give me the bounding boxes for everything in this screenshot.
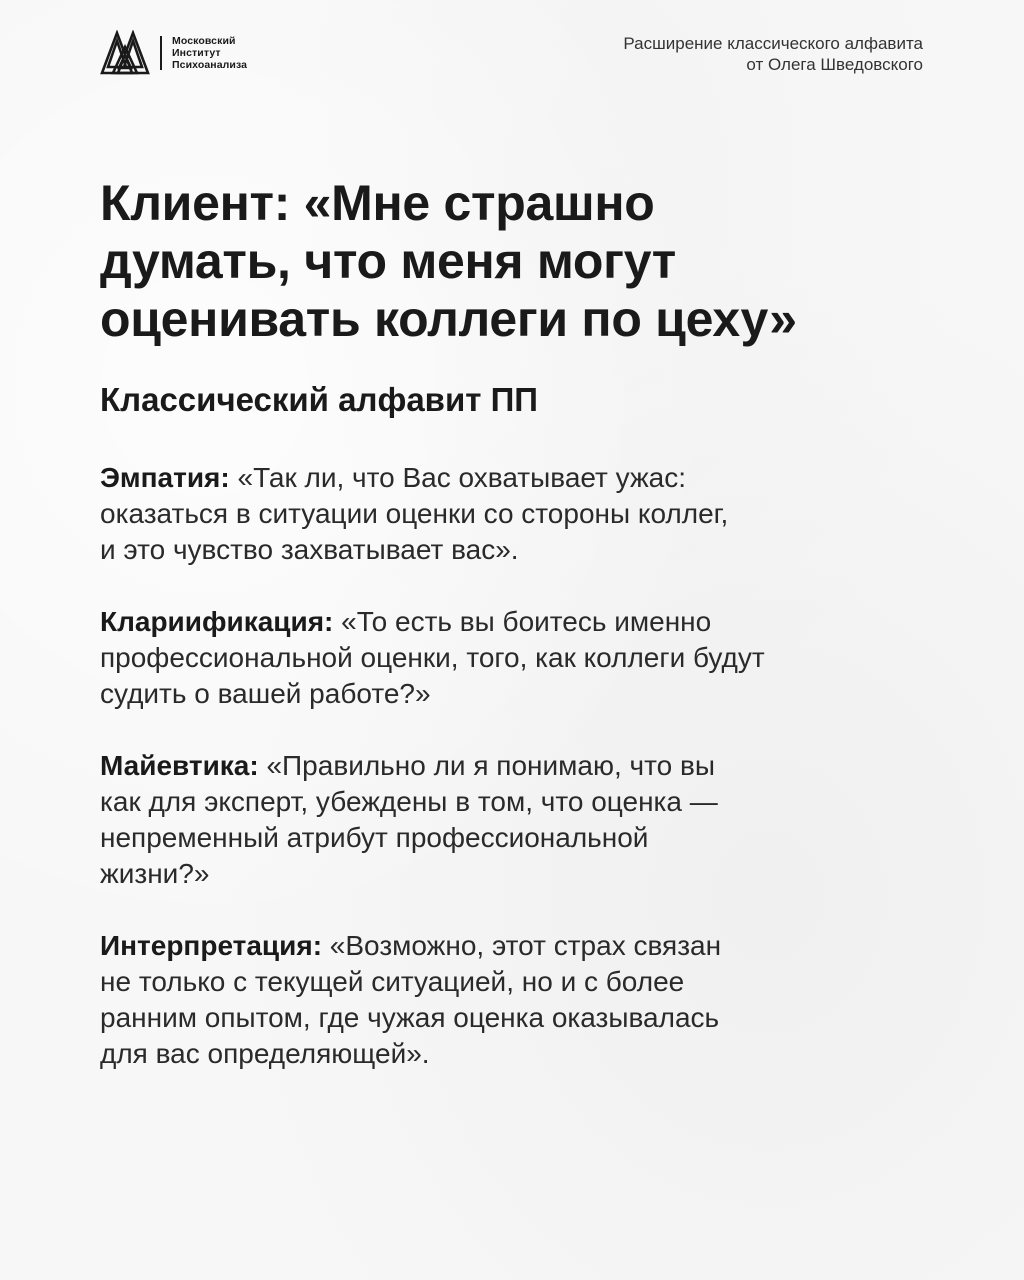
page-title	[100, 174, 940, 348]
entry-label: Интерпретация:	[100, 930, 323, 961]
page-header	[100, 30, 923, 78]
entry-first-line	[100, 748, 940, 784]
entry-text-line: не только с текущей ситуацией, но и с более	[100, 966, 685, 997]
brand-line: Московский	[172, 35, 236, 47]
entry-first-line	[100, 928, 940, 964]
technique-interpretation	[100, 928, 940, 1072]
entry-text-line: и это чувство захватывает вас».	[100, 534, 519, 565]
entry-text: «Так ли, что Вас охватывает ужас:	[229, 462, 687, 493]
entry-text-line: как для эксперт, убеждены в том, что оценка —	[100, 786, 718, 817]
entry-text-line: профессиональной оценки, того, как коллеги будут	[100, 642, 765, 673]
entry-text: «Возможно, этот страх связан	[322, 930, 722, 961]
brand-name	[172, 35, 247, 71]
brand	[100, 30, 247, 76]
entry-label: Эмпатия:	[100, 462, 230, 493]
brand-line: Психоанализа	[172, 59, 248, 71]
entry-text-line: непременный атрибут профессиональной	[100, 822, 649, 853]
subtitle-line: от Олега Шведовского	[746, 55, 923, 74]
technique-maieutics	[100, 748, 940, 892]
entry-text-line: жизни?»	[100, 858, 210, 889]
entry-text-line: судить о вашей работе?»	[100, 678, 431, 709]
interlocking-triangles-logo-icon	[100, 30, 150, 76]
technique-empathy	[100, 460, 940, 568]
entry-label: Клариификация:	[100, 606, 334, 637]
series-subtitle	[623, 33, 923, 75]
brand-divider	[160, 36, 162, 70]
entry-first-line	[100, 604, 940, 640]
entry-text-line: для вас определяющей».	[100, 1038, 430, 1069]
entry-first-line	[100, 460, 940, 496]
brand-line: Институт	[172, 47, 221, 59]
title-line: Клиент: «Мне страшно	[100, 175, 655, 231]
subtitle-line: Расширение классического алфавита	[623, 34, 923, 53]
entry-label: Майевтика:	[100, 750, 259, 781]
technique-clarification	[100, 604, 940, 712]
title-line: оценивать коллеги по цеху»	[100, 291, 797, 347]
technique-list	[100, 460, 940, 1072]
title-line: думать, что меня могут	[100, 233, 676, 289]
entry-text-line: ранним опытом, где чужая оценка оказывалась	[100, 1002, 720, 1033]
entry-text: «Правильно ли я понимаю, что вы	[258, 750, 715, 781]
section-heading: Классический алфавит ПП	[100, 381, 539, 418]
entry-text-line: оказаться в ситуации оценки со стороны коллег,	[100, 498, 729, 529]
entry-text: «То есть вы боитесь именно	[333, 606, 712, 637]
